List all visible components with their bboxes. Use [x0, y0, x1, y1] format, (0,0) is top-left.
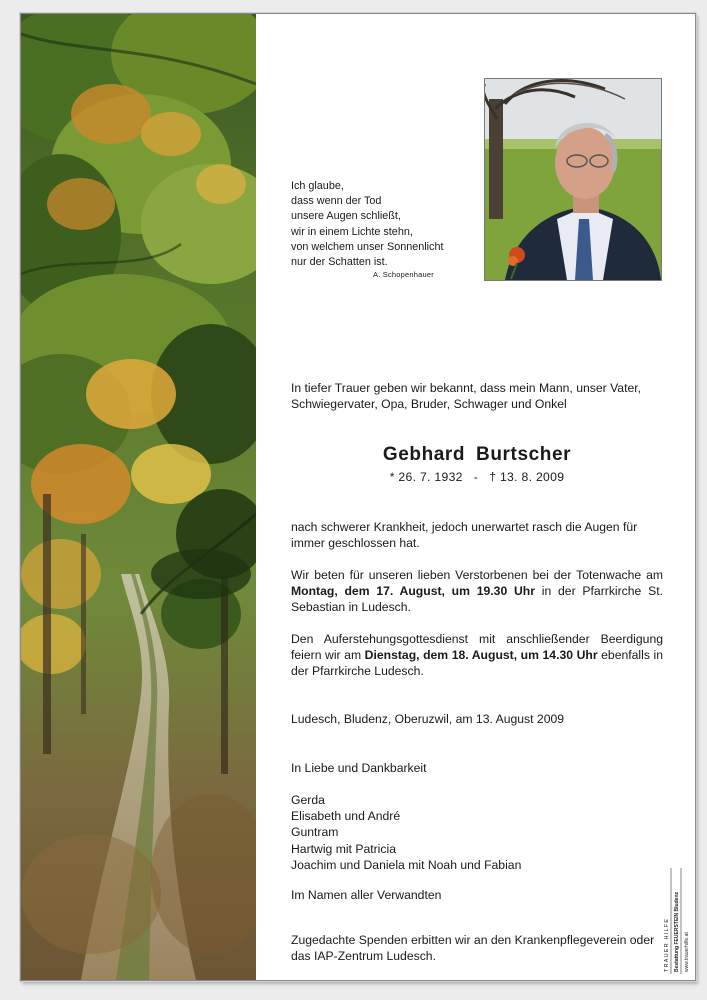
date-separator: -	[473, 470, 479, 484]
illness-paragraph: nach schwerer Krankheit, jedoch unerwartet rasch die Augen für immer geschlossen hat.	[291, 520, 638, 551]
deceased-name: Gebhard Burtscher	[382, 444, 572, 465]
family-member: Elisabeth und André	[291, 809, 401, 824]
quote-block	[291, 179, 491, 280]
quote-line: von welchem unser Sonnenlicht	[291, 240, 444, 253]
family-member: Hartwig mit Patricia	[291, 841, 396, 856]
relatives-line: Im Namen aller Verwandten	[291, 888, 442, 902]
funeral-place: ebenfalls in der Pfarrkirche Ludesch.	[291, 648, 663, 679]
birth-date: * 26. 7. 1932	[389, 470, 463, 484]
logo-line3: www.trauerhilfe.at	[684, 932, 690, 972]
family-list	[291, 792, 663, 873]
donations-note: Zugedachte Spenden erbitten wir an den Krankenpflegeverein oder das IAP-Zentrum Ludesch.	[291, 933, 655, 964]
funeral-intro: Den Auferstehungsgottesdienst mit anschließender Beerdigung feiern wir am	[291, 632, 663, 663]
family-member: Gerda	[291, 793, 325, 807]
logo-line2: Bestattung FEUERSTEIN Bludenz	[674, 891, 680, 972]
funeral-paragraph	[291, 631, 663, 680]
wake-intro: Wir beten für unseren lieben Verstorbenen bei der Totenwache am	[291, 568, 663, 582]
funeral-date: Dienstag, dem 18. August, um 14.30 Uhr	[364, 648, 598, 663]
wake-place: in der Pfarrkirche St. Sebastian in Ludesch.	[291, 584, 664, 615]
wake-paragraph	[291, 567, 663, 616]
forest-path-photo	[21, 14, 256, 980]
quote-line: dass wenn der Tod	[291, 195, 382, 208]
logo-line1: TRAUER HILFE	[664, 917, 670, 972]
greeting: In Liebe und Dankbarkeit	[291, 761, 427, 775]
announcement-text: In tiefer Trauer geben wir bekannt, dass mein Mann, unser Vater, Schwiegervater, Opa, Bruder, Schwager und Onkel	[291, 381, 642, 412]
family-member: Joachim und Daniela mit Noah und Fabian	[291, 857, 522, 872]
family-member: Guntram	[291, 825, 339, 840]
obituary-sheet	[20, 13, 696, 981]
wake-date: Montag, dem 17. August, um 19.30 Uhr	[291, 584, 535, 599]
death-date: † 13. 8. 2009	[489, 470, 565, 484]
quote-line: nur der Schatten ist.	[291, 256, 388, 269]
quote-line: wir in einem Lichte stehn,	[291, 225, 413, 238]
quote-line: Ich glaube,	[291, 180, 344, 192]
place-and-date: Ludesch, Bludenz, Oberuzwil, am 13. August 2009	[291, 712, 565, 726]
quote-line: unsere Augen schließt,	[291, 210, 401, 223]
life-dates	[291, 470, 663, 484]
funeral-home-logo	[661, 868, 691, 974]
portrait-photo	[484, 78, 662, 281]
quote-author: A. Schopenhauer	[373, 270, 434, 280]
